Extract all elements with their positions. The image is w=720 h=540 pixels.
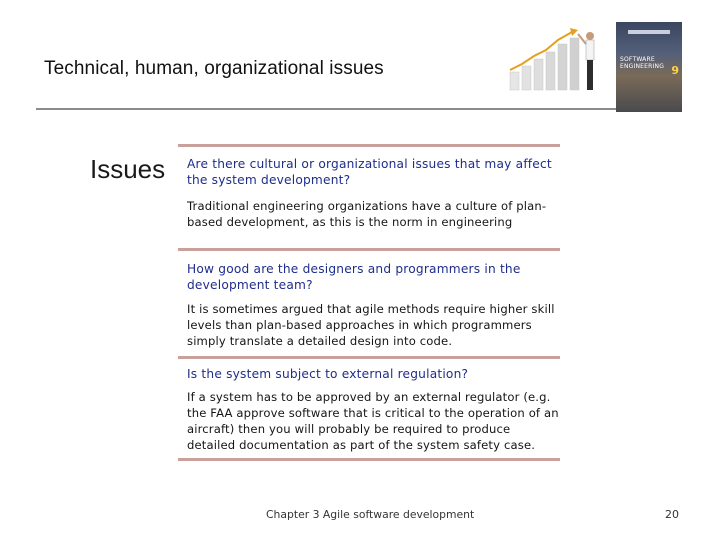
illustration-bar [570,38,579,90]
illustration-person-body [586,40,594,60]
title-divider [36,108,616,110]
row-divider [178,356,560,359]
answer-text: If a system has to be approved by an external regulator (e.g. the FAA approve software that is critical to the operation of an aircraft) then you will probably be required to produce detailed documentation as part of the system safety case. [187,390,559,452]
book-top-band [628,30,670,34]
answer-text: It is sometimes argued that agile methods require higher skill levels than plan-based approaches in which programmers simply translate a detailed design into code. [187,302,555,348]
book-title: SOFTWARE ENGINEERING [620,56,665,70]
illustration-person-legs [587,60,593,90]
illustration-person-head [586,32,594,40]
page-number: 20 [665,508,679,521]
footer-chapter: Chapter 3 Agile software development [266,508,475,521]
slide-title: Technical, human, organizational issues [44,58,384,79]
question-text: How good are the designers and programmers in the development team? [187,262,521,292]
row-divider [178,144,560,147]
illustration-bar [546,52,555,90]
illustration-bar [510,72,519,90]
growth-chart-illustration [506,26,604,96]
book-edition: 9 [671,64,679,77]
illustration-bar [534,59,543,90]
illustration-bar [522,66,531,90]
question-text: Is the system subject to external regulation? [187,367,469,381]
question-text: Are there cultural or organizational issues that may affect the system development? [187,157,552,187]
answer-text: Traditional engineering organizations have a culture of plan-based development, as this is the norm in engineering [187,199,547,229]
illustration-arrow-head [570,28,578,36]
book-cover-image [616,22,682,112]
row-divider [178,458,560,461]
row-divider [178,248,560,251]
section-label: Issues [90,154,166,184]
illustration-bar [558,44,567,90]
